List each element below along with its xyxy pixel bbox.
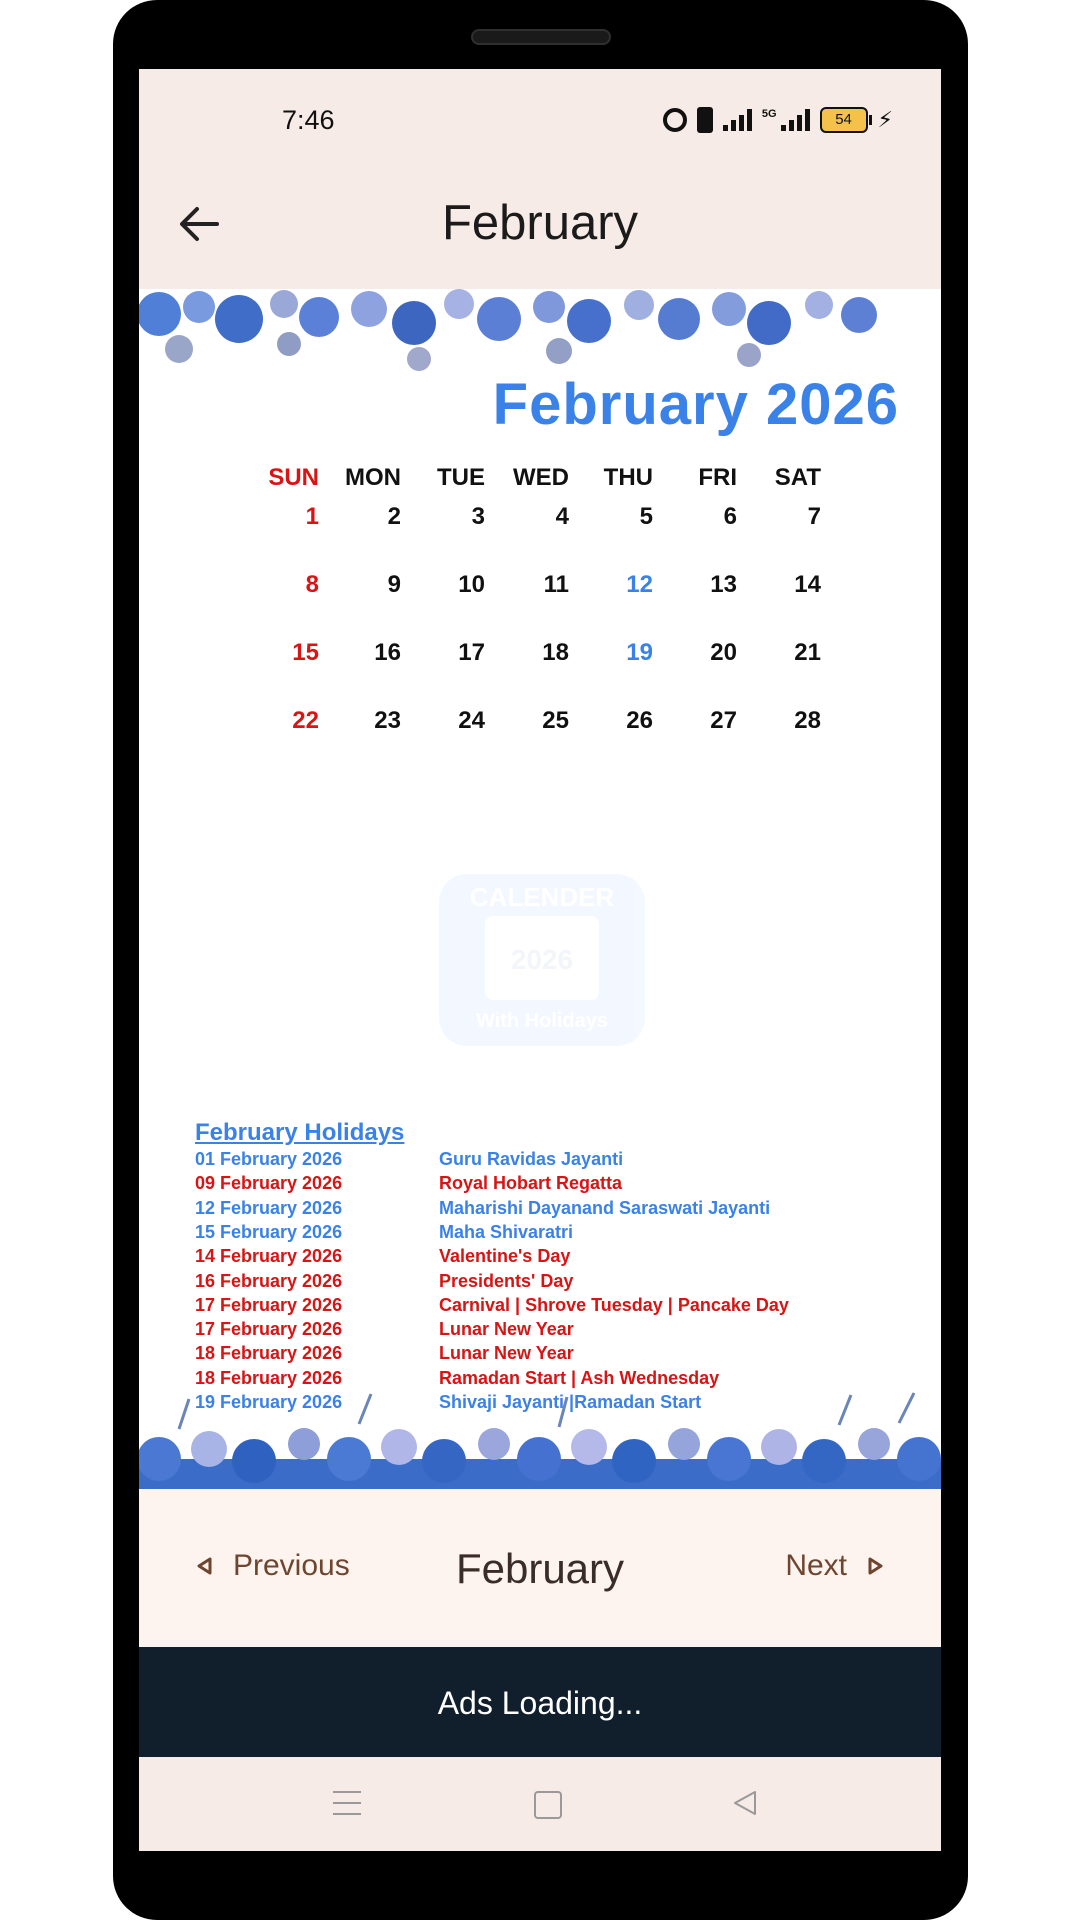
calendar-day[interactable]: 19 [626, 639, 653, 666]
screen [139, 69, 941, 1851]
holiday-row [195, 1173, 895, 1199]
holiday-date: 18 February 2026 [195, 1367, 343, 1388]
calendar-day[interactable]: 7 [807, 503, 821, 530]
status-time: 7:46 [282, 105, 335, 135]
calendar-day[interactable]: 2 [387, 503, 401, 530]
calendar-day[interactable]: 11 [543, 571, 569, 598]
holiday-name: Valentine's Day [439, 1246, 571, 1267]
calendar-day[interactable]: 9 [387, 571, 401, 598]
weekday-fri: FRI [698, 464, 737, 491]
holiday-row [195, 1271, 895, 1297]
calendar-day[interactable]: 6 [723, 503, 737, 530]
holiday-row [195, 1319, 895, 1345]
holiday-name: Carnival | Shrove Tuesday | Pancake Day [439, 1294, 789, 1315]
weekday-mon: MON [345, 464, 401, 491]
holiday-row [195, 1198, 895, 1224]
charging-bolt-icon: ⚡ [877, 107, 893, 132]
weekday-wed: WED [513, 464, 569, 491]
calendar-day[interactable]: 3 [471, 503, 485, 530]
holiday-date: 01 February 2026 [195, 1149, 343, 1169]
calendar-day[interactable]: 12 [626, 571, 653, 598]
holiday-date: 09 February 2026 [195, 1173, 343, 1194]
holiday-name: Presidents' Day [439, 1270, 574, 1291]
watermark-top-text: CALENDER [469, 882, 615, 912]
holidays-title: February Holidays [195, 1119, 405, 1146]
holiday-name: Maha Shivaratri [439, 1221, 574, 1242]
signal-icon [723, 109, 752, 131]
back-triangle-icon[interactable] [729, 1787, 761, 1819]
holiday-date: 18 February 2026 [195, 1343, 343, 1364]
holiday-date: 17 February 2026 [195, 1294, 343, 1315]
signal-5g-label: 5G [761, 108, 777, 120]
calendar-title: February 2026 [492, 372, 899, 437]
recents-menu-icon[interactable] [333, 1791, 361, 1817]
calendar-day[interactable]: 8 [305, 571, 319, 598]
calendar-day[interactable]: 18 [542, 639, 569, 666]
calendar-day[interactable]: 27 [710, 707, 737, 734]
calendar-day[interactable]: 15 [292, 639, 319, 666]
weekday-sat: SAT [774, 464, 821, 491]
ad-banner[interactable] [139, 1647, 941, 1757]
app-bar [139, 159, 941, 289]
battery-icon: 54 [820, 107, 868, 133]
calendar-day[interactable]: 24 [458, 707, 485, 734]
holiday-name: Guru Ravidas Jayanti [439, 1149, 624, 1169]
app-logo-watermark [439, 874, 645, 1046]
calendar-day[interactable]: 13 [710, 571, 737, 598]
holiday-name: Ramadan Start | Ash Wednesday [439, 1367, 720, 1388]
page-title: February [441, 196, 639, 250]
status-bar [139, 69, 941, 159]
holiday-date: 14 February 2026 [195, 1246, 343, 1267]
holiday-name: Royal Hobart Regatta [439, 1173, 623, 1194]
calendar-view [139, 289, 941, 1489]
calendar-day[interactable]: 10 [458, 571, 485, 598]
calendar-day[interactable]: 14 [794, 571, 821, 598]
signal-5g-icon [781, 109, 810, 131]
vibrate-icon [697, 107, 713, 133]
holiday-row [195, 1222, 895, 1248]
holiday-name: Shivaji Jayanti |Ramadan Start [439, 1392, 702, 1412]
calendar-day[interactable]: 5 [639, 503, 653, 530]
system-nav-bar [139, 1757, 941, 1851]
holiday-name: Lunar New Year [439, 1319, 574, 1340]
ads-loading-text: Ads Loading... [437, 1685, 643, 1721]
weekday-sun: SUN [268, 464, 319, 491]
holiday-name: Maharishi Dayanand Saraswati Jayanti [439, 1197, 771, 1218]
calendar-day[interactable]: 28 [794, 707, 821, 734]
holiday-date: 12 February 2026 [195, 1197, 343, 1218]
watermark-year: 2026 [510, 944, 574, 975]
weekday-thu: THU [603, 464, 653, 491]
holiday-row [195, 1295, 895, 1321]
status-icons [663, 105, 893, 135]
holiday-row [195, 1343, 895, 1369]
alarm-icon [663, 108, 687, 132]
calendar-day[interactable]: 26 [626, 707, 653, 734]
watermark-bottom-text: With Holidays [475, 1010, 609, 1032]
current-month-label: February [455, 1545, 625, 1592]
holiday-date: 15 February 2026 [195, 1221, 343, 1242]
holiday-row [195, 1246, 895, 1272]
phone-speaker [471, 29, 611, 45]
calendar-day[interactable]: 20 [710, 639, 737, 666]
next-month-button[interactable] [785, 1549, 885, 1583]
calendar-day[interactable]: 21 [794, 639, 821, 666]
calendar-day[interactable]: 23 [374, 707, 401, 734]
next-label: Next [785, 1549, 847, 1582]
calendar-day[interactable]: 25 [542, 707, 569, 734]
holiday-date: 16 February 2026 [195, 1270, 343, 1291]
holiday-name: Lunar New Year [439, 1343, 574, 1364]
holiday-row [195, 1149, 895, 1175]
holiday-date: 17 February 2026 [195, 1319, 343, 1340]
calendar-day[interactable]: 1 [305, 503, 319, 530]
home-square-icon[interactable] [534, 1791, 562, 1819]
previous-label: Previous [233, 1549, 350, 1582]
weekday-tue: TUE [437, 464, 485, 491]
calendar-day[interactable]: 4 [555, 503, 569, 530]
caret-right-icon [867, 1556, 885, 1576]
holiday-date: 19 February 2026 [195, 1392, 343, 1412]
floral-border-bottom-image [139, 1389, 941, 1489]
calendar-day[interactable]: 16 [374, 639, 401, 666]
calendar-day[interactable]: 17 [458, 639, 485, 666]
calendar-day[interactable]: 22 [292, 707, 319, 734]
month-navigation [139, 1489, 941, 1647]
